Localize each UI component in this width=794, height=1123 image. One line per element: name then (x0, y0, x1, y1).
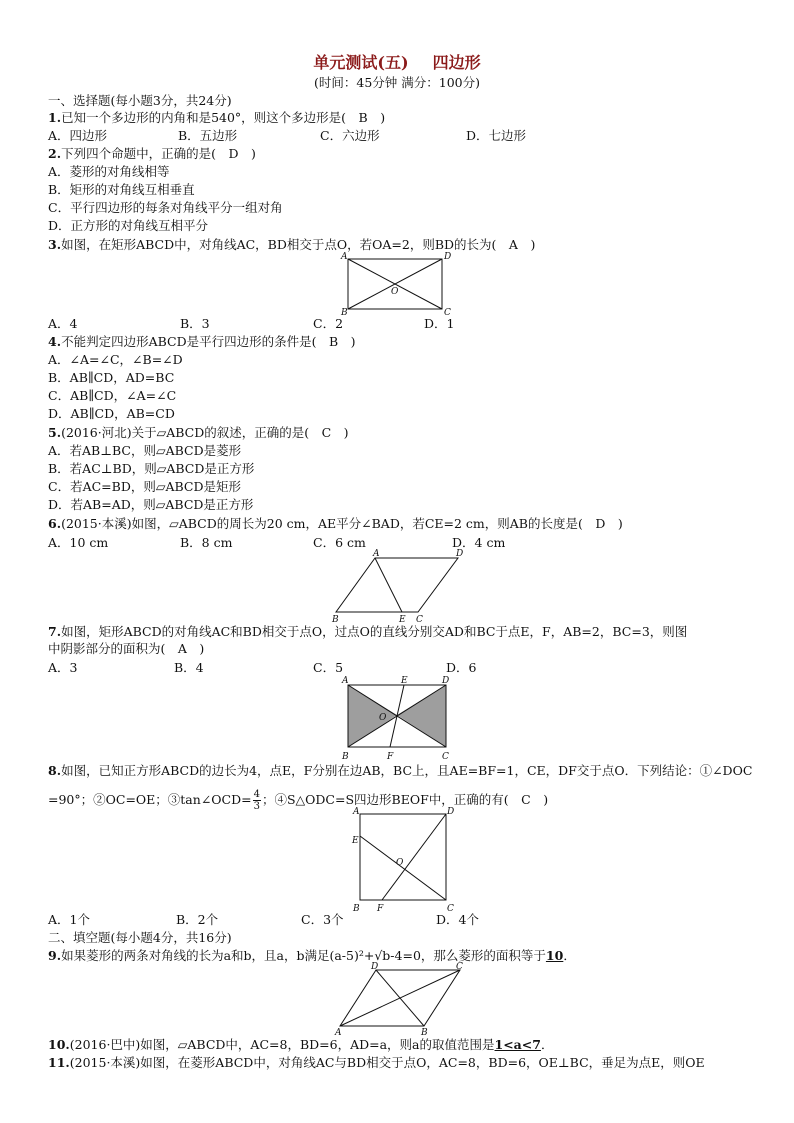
section-choice-heading: 一、选择题(每小题3分，共24分) (48, 93, 232, 108)
option: B．五边形 (178, 128, 238, 143)
figure-parallelogram-q6 (330, 548, 480, 624)
option: D．正方形的对角线互相平分 (48, 218, 209, 233)
question-number: 9. (48, 948, 62, 963)
option: A．1个 (48, 912, 90, 927)
option: D．4 cm (452, 535, 506, 550)
label-c: C (416, 615, 423, 625)
question-8-part-b: ；④S△ODC=S四边形BEOF中，正确的有( C ) (261, 792, 549, 807)
option: D．4个 (436, 912, 479, 927)
label-d: D (447, 807, 455, 817)
option: A．3 (48, 660, 78, 675)
label-b: B (342, 752, 349, 762)
label-d: D (371, 962, 379, 972)
title-unit: 单元测试(五) (313, 53, 409, 72)
label-o: O (379, 713, 387, 723)
question-stem: 不能判定四边形ABCD是平行四边形的条件是( B ) (61, 334, 356, 349)
label-f: F (387, 752, 394, 762)
label-a: A (341, 252, 348, 262)
label-c: C (456, 962, 463, 972)
question-6 (48, 516, 623, 532)
question-stem: (2016·巴中)如图，▱ABCD中，AC=8，BD=6，AD=a，则a的取值范围是 (69, 1037, 495, 1052)
question-8 (48, 763, 752, 779)
fraction (253, 789, 261, 812)
question-8-cont (48, 789, 548, 812)
label-d: D (442, 676, 450, 686)
question-5 (48, 425, 349, 441)
label-c: C (447, 904, 454, 914)
question-number: 1. (48, 110, 62, 125)
question-number: 6. (48, 516, 62, 531)
figure-rectangle-q7 (340, 674, 460, 762)
option: D．AB∥CD，AB=CD (48, 406, 175, 421)
option: C．5 (313, 660, 344, 675)
option: D．七边形 (466, 128, 527, 143)
option: C．六边形 (320, 128, 380, 143)
question-stem: 如图，已知正方形ABCD的边长为4，点E，F分别在边AB，BC上，且AE=BF=1，CE，DF交于点O．下列结论：①∠DOC (61, 763, 753, 778)
option: D．若AB=AD，则▱ABCD是正方形 (48, 497, 254, 512)
section-fill-heading: 二、填空题(每小题4分，共16分) (48, 930, 232, 945)
fraction-numerator: 4 (253, 789, 260, 800)
question-11 (48, 1055, 705, 1071)
question-number: 5. (48, 425, 62, 440)
option: B．3 (180, 316, 210, 331)
option: A．菱形的对角线相等 (48, 164, 170, 179)
page-title (0, 50, 794, 73)
option: B．AB∥CD，AD=BC (48, 370, 175, 385)
question-8-part-a: =90°；②OC=OE；③tan∠OCD= (48, 792, 252, 807)
label-a: A (335, 1028, 342, 1038)
option: C．6 cm (313, 535, 366, 550)
option: C．3个 (301, 912, 344, 927)
option: A．10 cm (48, 535, 109, 550)
label-e: E (352, 836, 359, 846)
label-f: F (377, 904, 384, 914)
question-stem: (2015·本溪)如图，▱ABCD的周长为20 cm，AE平分∠BAD，若CE=2 cm，则AB的长度是( D ) (61, 516, 623, 531)
label-a: A (353, 807, 360, 817)
figure-parallelogram-q9 (330, 960, 470, 1038)
option: D．1 (424, 316, 455, 331)
label-b: B (332, 615, 339, 625)
question-stem-end: ． (540, 1037, 554, 1052)
label-e: E (401, 676, 408, 686)
question-number: 11. (48, 1055, 70, 1070)
option: B．4 (174, 660, 204, 675)
label-b: B (341, 308, 348, 318)
question-number: 4. (48, 334, 62, 349)
question-9 (48, 948, 576, 964)
question-number: 8. (48, 763, 62, 778)
label-c: C (444, 308, 451, 318)
fraction-denominator: 3 (253, 801, 260, 812)
label-e: E (399, 615, 406, 625)
option: A．∠A=∠C，∠B=∠D (48, 352, 183, 367)
question-stem: 如果菱形的两条对角线的长为a和b，且a，b满足(a-5)²+√b-4=0，那么菱形的面积等于 (61, 948, 546, 963)
question-3 (48, 237, 535, 253)
question-7 (48, 624, 687, 640)
label-b: B (421, 1028, 428, 1038)
option: A．4 (48, 316, 78, 331)
option: C．若AC=BD，则▱ABCD是矩形 (48, 479, 241, 494)
option: B．8 cm (180, 535, 233, 550)
option: A．四边形 (48, 128, 108, 143)
option: D．6 (446, 660, 477, 675)
question-number: 3. (48, 237, 62, 252)
question-7-cont: 中阴影部分的面积为( A ) (48, 641, 205, 656)
page-subtitle: (时间：45分钟 满分：100分) (314, 75, 480, 90)
label-d: D (444, 252, 452, 262)
option: B．2个 (176, 912, 219, 927)
question-stem: 已知一个多边形的内角和是540°，则这个多边形是( B ) (61, 110, 386, 125)
question-stem: (2016·河北)关于▱ABCD的叙述，正确的是( C ) (61, 425, 349, 440)
label-c: C (442, 752, 449, 762)
answer-blank: 10 (545, 948, 564, 963)
question-stem: 如图，矩形ABCD的对角线AC和BD相交于点O，过点O的直线分别交AD和BC于点E，F，AB=2，BC=3，则图 (61, 624, 688, 639)
question-number: 10. (48, 1037, 70, 1052)
question-2 (48, 146, 256, 162)
option: C．平行四边形的每条对角线平分一组对角 (48, 200, 283, 215)
label-o: O (396, 858, 404, 868)
question-10 (48, 1037, 553, 1053)
question-number: 7. (48, 624, 62, 639)
title-topic: 四边形 (432, 53, 481, 72)
question-stem: 如图，在矩形ABCD中，对角线AC，BD相交于点O，若OA=2，则BD的长为( A ) (61, 237, 536, 252)
answer-blank: 1<a<7 (494, 1037, 541, 1052)
label-b: B (353, 904, 360, 914)
label-d: D (456, 549, 464, 559)
figure-rectangle-q3 (340, 252, 460, 318)
label-a: A (342, 676, 349, 686)
option: B．若AC⊥BD，则▱ABCD是正方形 (48, 461, 255, 476)
question-4 (48, 334, 356, 350)
option: C．2 (313, 316, 344, 331)
option: C．AB∥CD，∠A=∠C (48, 388, 177, 403)
label-o: O (391, 287, 399, 297)
figure-square-q8 (348, 807, 455, 914)
question-stem: 下列四个命题中，正确的是( D ) (61, 146, 256, 161)
label-a: A (373, 549, 380, 559)
option: A．若AB⊥BC，则▱ABCD是菱形 (48, 443, 242, 458)
question-1 (48, 110, 385, 126)
question-stem-end: ． (563, 948, 576, 963)
option: B．矩形的对角线互相垂直 (48, 182, 195, 197)
question-stem: (2015·本溪)如图，在菱形ABCD中，对角线AC与BD相交于点O，AC=8，BD=6，OE⊥BC，垂足为点E，则OE (69, 1055, 705, 1070)
question-number: 2. (48, 146, 62, 161)
